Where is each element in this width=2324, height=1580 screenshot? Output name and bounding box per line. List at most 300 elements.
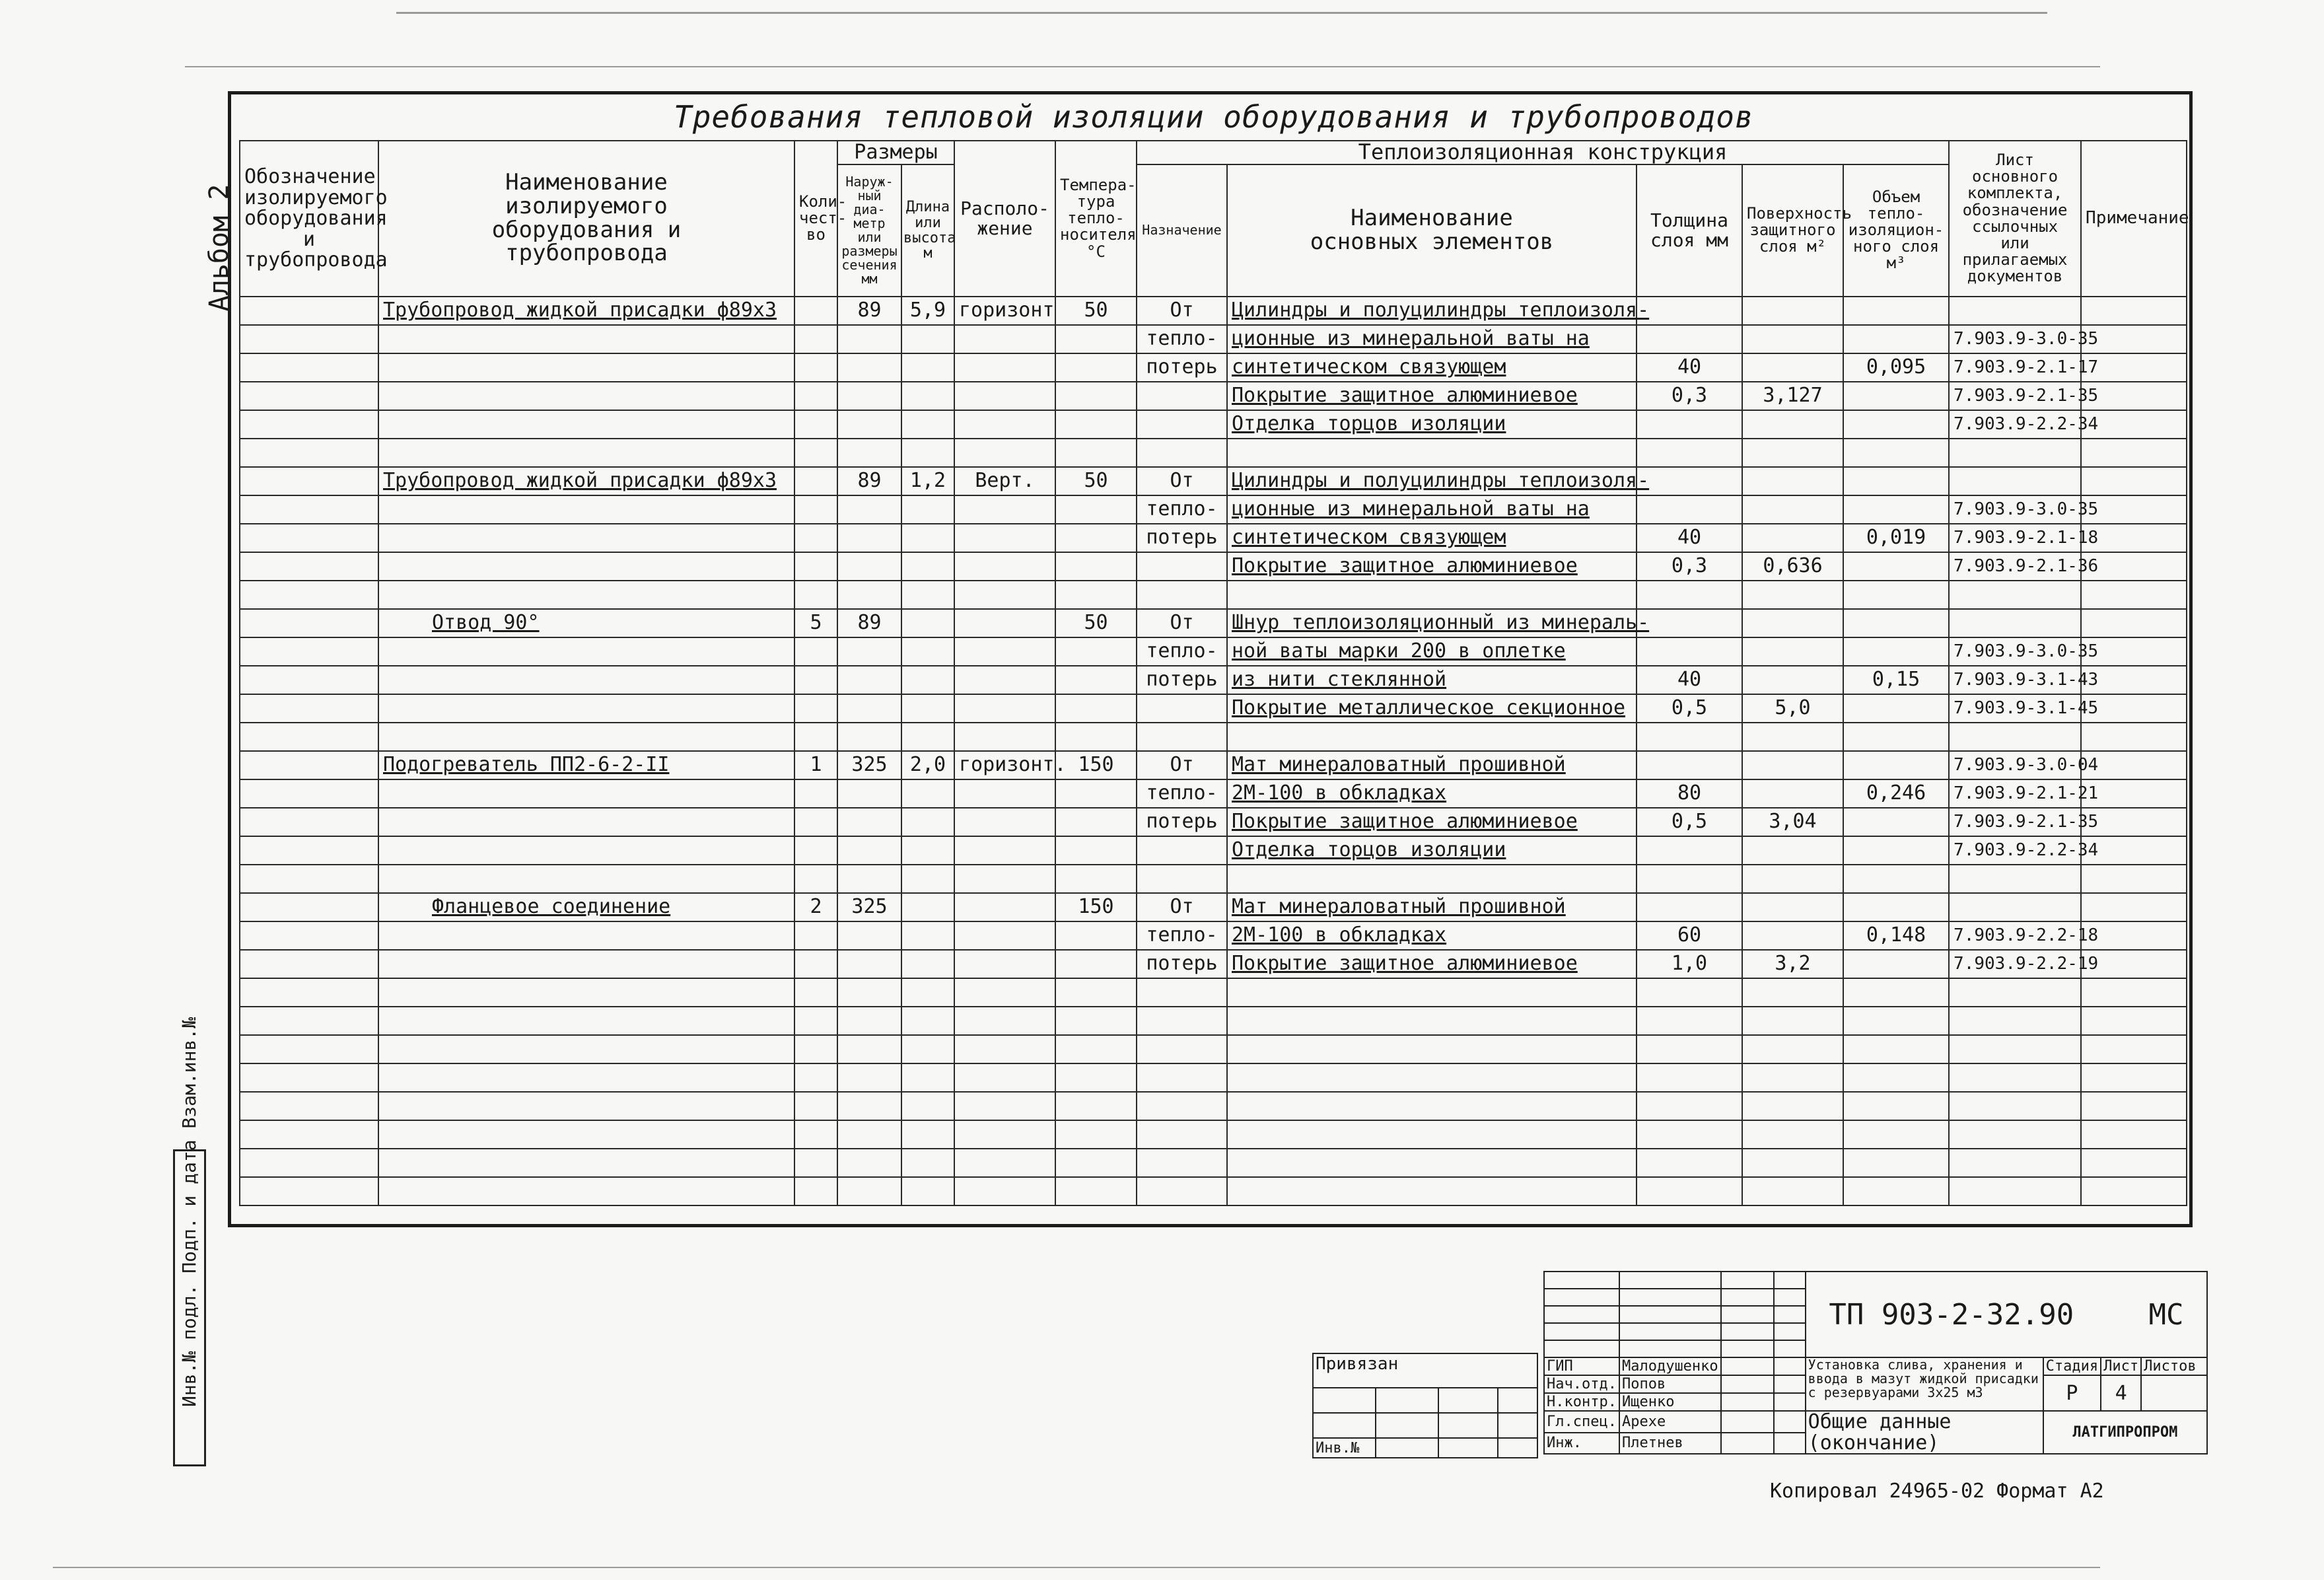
cell-purpose [1137, 581, 1227, 609]
cell-vol [1843, 893, 1949, 921]
cell-note [2081, 1177, 2187, 1205]
cell-surf [1742, 1177, 1843, 1205]
table-row [240, 1007, 2187, 1035]
cell-temp [1055, 666, 1137, 694]
cell-len [901, 1177, 954, 1205]
cell-surf [1742, 410, 1843, 439]
cell-temp [1055, 1149, 1137, 1177]
cell-designation [240, 921, 378, 950]
cell-temp [1055, 865, 1137, 893]
cell-name [378, 353, 794, 382]
cell-elem: 2М-100 в обкладках [1227, 921, 1637, 950]
cell-temp [1055, 978, 1137, 1007]
cell-doc: 7.903.9-2.2-34 [1949, 410, 2081, 439]
header-qty: Коли-чест-во [794, 141, 837, 297]
cell-designation [240, 439, 378, 467]
cell-vol: 0,15 [1843, 666, 1949, 694]
cell-note [2081, 893, 2187, 921]
cell-purpose: От [1137, 297, 1227, 325]
person-eng: Плетнев [1619, 1433, 1721, 1454]
cell-loc [954, 1149, 1055, 1177]
cell-name [378, 1092, 794, 1120]
cell-loc [954, 637, 1055, 666]
cell-diam [837, 666, 901, 694]
cell-designation [240, 297, 378, 325]
cell-diam [837, 978, 901, 1007]
cell-temp: 150 [1055, 893, 1137, 921]
header-element-name: Наименование основных элементов [1227, 164, 1637, 297]
cell-surf [1742, 439, 1843, 467]
cell-surf [1742, 921, 1843, 950]
cell-name: Подогреватель ПП2-6-2-II [378, 751, 794, 779]
table-row [240, 467, 2187, 495]
cell-designation [240, 751, 378, 779]
cell-len [901, 1063, 954, 1092]
cell-name [378, 666, 794, 694]
cell-name [378, 1063, 794, 1092]
cell-name [378, 865, 794, 893]
cell-loc [954, 836, 1055, 865]
table-row [240, 921, 2187, 950]
cell-diam [837, 694, 901, 723]
cell-loc [954, 694, 1055, 723]
role-spec: Гл.спец. [1544, 1411, 1619, 1433]
header-name: Наименование изолируемого оборудования и трубопровода [378, 141, 794, 297]
cell-surf [1742, 751, 1843, 779]
cell-name: Трубопровод жидкой присадки ф89х3 [378, 297, 794, 325]
cell-thick: 0,5 [1637, 808, 1742, 836]
cell-designation [240, 524, 378, 552]
cell-len [901, 1092, 954, 1120]
cell-surf: 3,04 [1742, 808, 1843, 836]
scan-artifact-top [396, 12, 2047, 14]
cell-vol [1843, 723, 1949, 751]
cell-surf [1742, 1063, 1843, 1092]
cell-doc [1949, 1007, 2081, 1035]
table-row [240, 297, 2187, 325]
cell-len [901, 978, 954, 1007]
cell-name [378, 808, 794, 836]
cell-qty [794, 637, 837, 666]
document-mark: МС [2148, 1297, 2184, 1332]
cell-len [901, 950, 954, 978]
cell-purpose [1137, 410, 1227, 439]
cell-temp [1055, 495, 1137, 524]
cell-designation [240, 637, 378, 666]
cell-elem [1227, 865, 1637, 893]
sheet-label: Лист [2101, 1357, 2141, 1375]
cell-doc [1949, 978, 2081, 1007]
cell-elem: Мат минераловатный прошивной [1227, 893, 1637, 921]
cell-purpose: потерь [1137, 950, 1227, 978]
cell-elem [1227, 1007, 1637, 1035]
cell-thick [1637, 439, 1742, 467]
cell-thick [1637, 1035, 1742, 1063]
cell-thick [1637, 836, 1742, 865]
cell-surf [1742, 297, 1843, 325]
table-row [240, 581, 2187, 609]
cell-doc: 7.903.9-2.1-18 [1949, 524, 2081, 552]
cell-qty [794, 865, 837, 893]
cell-thick [1637, 609, 1742, 637]
cell-thick [1637, 637, 1742, 666]
table-row [240, 1063, 2187, 1092]
cell-thick: 0,3 [1637, 552, 1742, 581]
cell-loc [954, 808, 1055, 836]
cell-elem: синтетическом связующем [1227, 524, 1637, 552]
cell-name [378, 950, 794, 978]
table-row [240, 666, 2187, 694]
cell-surf [1742, 779, 1843, 808]
cell-designation [240, 1035, 378, 1063]
cell-doc: 7.903.9-2.2-19 [1949, 950, 2081, 978]
cell-elem: Покрытие защитное алюминиевое [1227, 808, 1637, 836]
cell-doc: 7.903.9-2.1-36 [1949, 552, 2081, 581]
cell-diam [837, 410, 901, 439]
cell-purpose [1137, 978, 1227, 1007]
cell-name: Фланцевое соединение [378, 893, 794, 921]
cell-elem [1227, 723, 1637, 751]
cell-diam: 89 [837, 297, 901, 325]
cell-thick [1637, 1120, 1742, 1149]
cell-loc [954, 978, 1055, 1007]
cell-thick: 80 [1637, 779, 1742, 808]
cell-name [378, 1177, 794, 1205]
cell-designation [240, 1063, 378, 1092]
cell-vol: 0,095 [1843, 353, 1949, 382]
table-row [240, 1092, 2187, 1120]
cell-note [2081, 865, 2187, 893]
cell-elem [1227, 1177, 1637, 1205]
cell-loc [954, 893, 1055, 921]
cell-doc: 7.903.9-2.2-18 [1949, 921, 2081, 950]
cell-designation [240, 978, 378, 1007]
cell-diam: 325 [837, 751, 901, 779]
cell-temp [1055, 439, 1137, 467]
side-stamp-text: Инв.№ подл. Подп. и дата Взам.инв.№ [178, 1017, 200, 1407]
cell-elem: ционные из минеральной ваты на [1227, 325, 1637, 353]
cell-qty [794, 1092, 837, 1120]
cell-purpose [1137, 1092, 1227, 1120]
cell-name [378, 410, 794, 439]
table-row [240, 1177, 2187, 1205]
cell-diam [837, 1120, 901, 1149]
stage-value: Р [2043, 1375, 2101, 1411]
cell-loc [954, 1092, 1055, 1120]
cell-designation [240, 552, 378, 581]
cell-len [901, 808, 954, 836]
cell-elem: из нити стеклянной [1227, 666, 1637, 694]
cell-qty [794, 1007, 837, 1035]
cell-note [2081, 1120, 2187, 1149]
cell-elem: Покрытие защитное алюминиевое [1227, 950, 1637, 978]
cell-doc [1949, 865, 2081, 893]
cell-thick [1637, 325, 1742, 353]
cell-designation [240, 1092, 378, 1120]
cell-purpose: тепло- [1137, 325, 1227, 353]
cell-surf [1742, 353, 1843, 382]
cell-designation [240, 382, 378, 410]
header-thickness: Толщина слоя мм [1637, 164, 1742, 297]
cell-note [2081, 609, 2187, 637]
cell-purpose: потерь [1137, 808, 1227, 836]
cell-surf [1742, 325, 1843, 353]
cell-note [2081, 467, 2187, 495]
cell-len [901, 836, 954, 865]
table-row [240, 325, 2187, 353]
cell-temp: 50 [1055, 467, 1137, 495]
cell-purpose: тепло- [1137, 495, 1227, 524]
cell-purpose [1137, 552, 1227, 581]
cell-diam [837, 836, 901, 865]
cell-designation [240, 950, 378, 978]
cell-doc [1949, 467, 2081, 495]
cell-note [2081, 1092, 2187, 1120]
cell-doc: 7.903.9-2.2-34 [1949, 836, 2081, 865]
cell-diam [837, 1177, 901, 1205]
cell-vol [1843, 865, 1949, 893]
cell-surf: 5,0 [1742, 694, 1843, 723]
table-row [240, 552, 2187, 581]
cell-thick [1637, 581, 1742, 609]
cell-doc [1949, 723, 2081, 751]
cell-elem [1227, 1092, 1637, 1120]
person-spec: Арехе [1619, 1411, 1721, 1433]
cell-doc [1949, 439, 2081, 467]
cell-surf [1742, 524, 1843, 552]
cell-name [378, 694, 794, 723]
cell-elem: синтетическом связующем [1227, 353, 1637, 382]
cell-len [901, 495, 954, 524]
cell-len [901, 637, 954, 666]
cell-purpose [1137, 1063, 1227, 1092]
cell-thick: 40 [1637, 353, 1742, 382]
cell-elem: 2М-100 в обкладках [1227, 779, 1637, 808]
cell-len [901, 1035, 954, 1063]
cell-len [901, 325, 954, 353]
cell-name [378, 325, 794, 353]
cell-loc [954, 382, 1055, 410]
cell-diam [837, 325, 901, 353]
cell-surf [1742, 836, 1843, 865]
table-row [240, 1035, 2187, 1063]
cell-purpose [1137, 1177, 1227, 1205]
table-row [240, 410, 2187, 439]
cell-surf [1742, 581, 1843, 609]
cell-note [2081, 723, 2187, 751]
cell-vol: 0,019 [1843, 524, 1949, 552]
cell-temp [1055, 723, 1137, 751]
table-row [240, 723, 2187, 751]
cell-name [378, 637, 794, 666]
cell-diam [837, 1149, 901, 1177]
cell-qty: 5 [794, 609, 837, 637]
cell-name [378, 921, 794, 950]
cell-elem: Цилиндры и полуцилиндры теплоизоля- [1227, 297, 1637, 325]
cell-qty [794, 950, 837, 978]
cell-elem: Покрытие защитное алюминиевое [1227, 382, 1637, 410]
cell-temp [1055, 1177, 1137, 1205]
cell-purpose [1137, 694, 1227, 723]
cell-purpose: От [1137, 751, 1227, 779]
cell-len [901, 893, 954, 921]
role-eng: Инж. [1544, 1433, 1619, 1454]
cell-surf: 3,2 [1742, 950, 1843, 978]
cell-vol [1843, 552, 1949, 581]
cell-qty [794, 1149, 837, 1177]
cell-vol [1843, 439, 1949, 467]
cell-thick: 0,5 [1637, 694, 1742, 723]
scan-artifact-top-2 [185, 66, 2100, 67]
album-label: Альбом 2 [204, 184, 234, 312]
cell-name [378, 552, 794, 581]
privyazan-block [1312, 1353, 1538, 1458]
cell-len [901, 382, 954, 410]
cell-len [901, 779, 954, 808]
cell-surf [1742, 723, 1843, 751]
cell-diam [837, 353, 901, 382]
table-row [240, 353, 2187, 382]
cell-qty [794, 495, 837, 524]
cell-temp [1055, 1007, 1137, 1035]
table-row [240, 893, 2187, 921]
table-row [240, 382, 2187, 410]
cell-qty [794, 808, 837, 836]
cell-diam [837, 382, 901, 410]
cell-name [378, 978, 794, 1007]
cell-elem: ционные из минеральной ваты на [1227, 495, 1637, 524]
cell-thick [1637, 1063, 1742, 1092]
cell-elem: Отделка торцов изоляции [1227, 836, 1637, 865]
table-row [240, 524, 2187, 552]
cell-note [2081, 297, 2187, 325]
cell-vol: 0,148 [1843, 921, 1949, 950]
cell-note [2081, 1035, 2187, 1063]
cell-qty [794, 1120, 837, 1149]
requirements-table [239, 140, 2187, 1206]
cell-qty [794, 524, 837, 552]
cell-elem [1227, 581, 1637, 609]
cell-elem: ной ваты марки 200 в оплетке [1227, 637, 1637, 666]
cell-doc: 7.903.9-2.1-17 [1949, 353, 2081, 382]
cell-surf [1742, 1149, 1843, 1177]
cell-surf [1742, 666, 1843, 694]
cell-vol [1843, 1149, 1949, 1177]
cell-note [2081, 581, 2187, 609]
cell-loc [954, 410, 1055, 439]
privyazan-table [1312, 1353, 1538, 1458]
cell-designation [240, 353, 378, 382]
table-row [240, 694, 2187, 723]
cell-diam [837, 950, 901, 978]
stage-label: Стадия [2043, 1357, 2101, 1375]
cell-name: Трубопровод жидкой присадки ф89х3 [378, 467, 794, 495]
cell-len [901, 666, 954, 694]
cell-elem [1227, 1149, 1637, 1177]
cell-note [2081, 1007, 2187, 1035]
table-row [240, 637, 2187, 666]
cell-loc: горизонт [954, 297, 1055, 325]
cell-thick [1637, 978, 1742, 1007]
header-volume: Объем тепло-изоляцион-ного слоя м³ [1843, 164, 1949, 297]
cell-vol [1843, 382, 1949, 410]
cell-vol: 0,246 [1843, 779, 1949, 808]
table-title: Требования тепловой изоляции оборудования и трубопроводов [674, 99, 1754, 135]
cell-loc [954, 723, 1055, 751]
cell-diam: 89 [837, 609, 901, 637]
cell-len [901, 439, 954, 467]
cell-designation [240, 865, 378, 893]
cell-vol [1843, 808, 1949, 836]
cell-doc [1949, 1177, 2081, 1205]
cell-diam [837, 1035, 901, 1063]
cell-thick: 60 [1637, 921, 1742, 950]
cell-vol [1843, 467, 1949, 495]
cell-note [2081, 1063, 2187, 1092]
cell-purpose [1137, 1007, 1227, 1035]
cell-elem [1227, 1120, 1637, 1149]
cell-doc: 7.903.9-3.0-35 [1949, 495, 2081, 524]
cell-loc [954, 353, 1055, 382]
cell-loc [954, 779, 1055, 808]
cell-len [901, 552, 954, 581]
cell-thick [1637, 723, 1742, 751]
cell-len [901, 410, 954, 439]
cell-doc [1949, 581, 2081, 609]
cell-doc: 7.903.9-3.0-35 [1949, 637, 2081, 666]
cell-designation [240, 1177, 378, 1205]
cell-qty [794, 1063, 837, 1092]
cell-qty: 2 [794, 893, 837, 921]
copy-format-line: Копировал 24965-02 Формат А2 [1770, 1480, 2104, 1503]
header-designation: Обозначение изолируемого оборудования и трубопровода [240, 141, 378, 297]
person-head: Попов [1619, 1375, 1721, 1393]
cell-vol [1843, 637, 1949, 666]
cell-elem [1227, 1035, 1637, 1063]
cell-name [378, 581, 794, 609]
header-diameter: Наруж-ный диа-метр или размеры сечения мм [837, 164, 901, 297]
cell-temp [1055, 921, 1137, 950]
cell-temp [1055, 410, 1137, 439]
cell-surf [1742, 1120, 1843, 1149]
cell-qty [794, 1035, 837, 1063]
cell-diam: 89 [837, 467, 901, 495]
cell-len [901, 921, 954, 950]
cell-loc [954, 666, 1055, 694]
role-gip: ГИП [1544, 1357, 1619, 1375]
cell-note [2081, 978, 2187, 1007]
cell-designation [240, 1120, 378, 1149]
cell-temp [1055, 808, 1137, 836]
header-surface: Поверхность защитного слоя м² [1742, 164, 1843, 297]
cell-loc [954, 524, 1055, 552]
cell-elem [1227, 1063, 1637, 1092]
cell-loc [954, 609, 1055, 637]
cell-surf [1742, 978, 1843, 1007]
title-block [1543, 1271, 2208, 1454]
cell-loc [954, 921, 1055, 950]
cell-qty [794, 552, 837, 581]
cell-thick [1637, 495, 1742, 524]
cell-thick [1637, 410, 1742, 439]
cell-name [378, 1007, 794, 1035]
cell-doc: 7.903.9-2.1-35 [1949, 382, 2081, 410]
cell-designation [240, 694, 378, 723]
cell-len [901, 865, 954, 893]
cell-elem [1227, 978, 1637, 1007]
cell-doc [1949, 1092, 2081, 1120]
cell-thick [1637, 1092, 1742, 1120]
